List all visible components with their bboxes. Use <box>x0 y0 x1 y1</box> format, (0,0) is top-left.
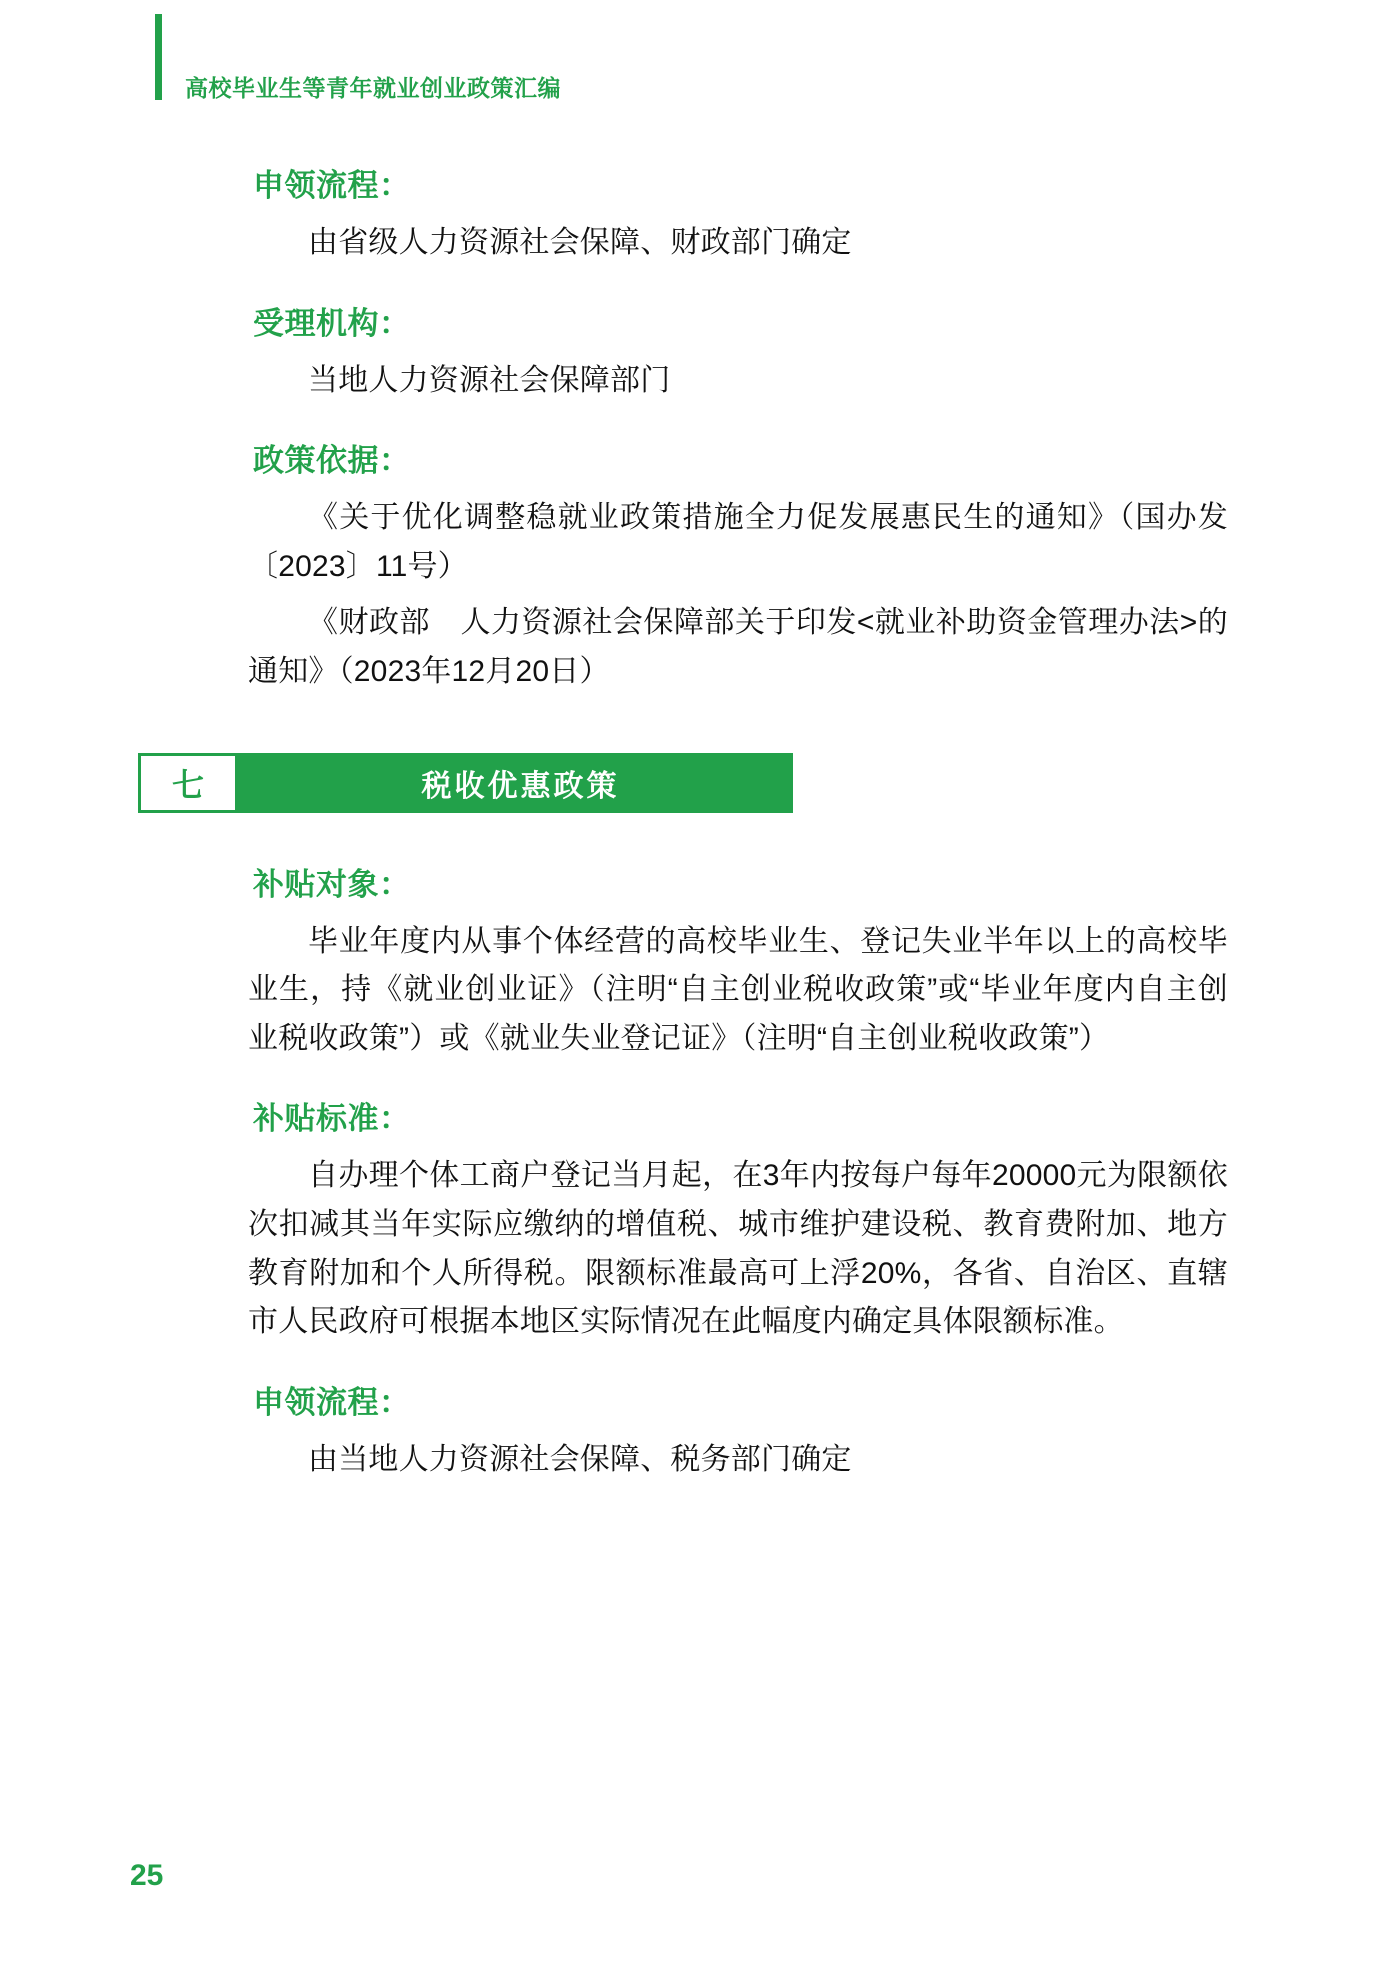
section-paragraph-application-process-tax: 由当地人力资源社会保障、税务部门确定 <box>308 1442 852 1476</box>
section-paragraph-application-process: 由省级人力资源社会保障、财政部门确定 <box>308 226 852 259</box>
running-header <box>155 14 561 103</box>
section-heading-application-process-tax: 申领流程： <box>253 1384 411 1420</box>
section-paragraph-subsidy-standard: 自办理个体工商户登记当月起，在3年内按每户每年20000元为限额依次扣减其当年实际应缴纳的增值税、城市维护建设税、教育费附加、地方教育附加和个人所得税。限额标准最高可上浮20%，各省、自治区、直辖市人民政府可根据本地区实际情况在此幅度内确定具体限额标准。 <box>248 1159 1228 1339</box>
section-heading-policy-basis: 政策依据： <box>253 443 411 479</box>
chapter-number: 七 <box>138 753 238 813</box>
chapter-title: 税收优惠政策 <box>238 753 793 813</box>
section-paragraph-policy-basis-1: 《关于优化调整稳就业政策措施全力促发展惠民生的通知》（国办发〔2023〕11号） <box>248 501 1228 583</box>
section-paragraph-policy-basis-2: 《财政部 人力资源社会保障部关于印发<就业补助资金管理办法>的通知》（2023年12月20日） <box>248 606 1228 688</box>
page-content <box>171 160 1228 1508</box>
running-header-title: 高校毕业生等青年就业创业政策汇编 <box>185 75 561 101</box>
section-heading-subsidy-standard: 补贴标准： <box>253 1101 411 1137</box>
section-heading-subsidy-target: 补贴对象： <box>253 866 411 902</box>
section-paragraph-handling-agency: 当地人力资源社会保障部门 <box>308 363 671 397</box>
page-number: 25 <box>130 1859 164 1892</box>
chapter-banner <box>138 753 793 813</box>
section-heading-application-process: 申领流程： <box>253 168 411 203</box>
header-accent-bar <box>155 14 162 100</box>
section-paragraph-subsidy-target: 毕业年度内从事个体经营的高校毕业生、登记失业半年以上的高校毕业生，持《就业创业证》（注明“自主创业税收政策”或“毕业年度内自主创业税收政策”）或《就业失业登记证》（注明“自主创业税收政策”） <box>248 924 1228 1055</box>
section-heading-handling-agency: 受理机构： <box>253 305 411 341</box>
